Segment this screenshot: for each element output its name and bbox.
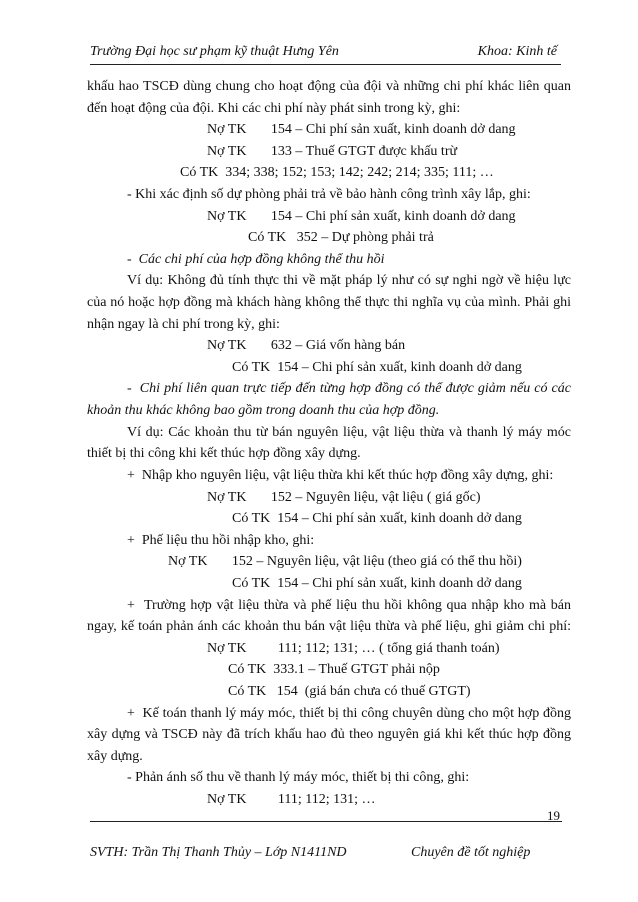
- page-header: [90, 42, 561, 65]
- text-line: thiết bị thi công khi kết thúc hợp đồng xây dựng.: [87, 446, 361, 462]
- journal-entry: Nợ TK 152 – Nguyên liệu, vật liệu ( giá gốc): [207, 489, 481, 505]
- journal-entry: Có TK 154 – Chi phí sản xuất, kinh doanh dở dang: [232, 511, 522, 527]
- text-line: đến hoạt động của đội. Khi các chi phí này phát sinh trong kỳ, ghi:: [87, 100, 461, 116]
- text-line: nhận ngay là chi phí trong kỳ, ghi:: [87, 316, 280, 332]
- journal-entry: Có TK 333.1 – Thuế GTGT phải nộp: [228, 662, 440, 678]
- text-line: Ví dụ: Không đủ tính thực thi về mặt pháp lý như có sự nghi ngờ về hiệu lực: [127, 273, 571, 289]
- header-faculty: Khoa: Kinh tế: [477, 44, 557, 59]
- text-line: khấu hao TSCĐ dùng chung cho hoạt động của đội và những chi phí khác liên quan: [87, 79, 571, 94]
- text-line: của nó hoặc hợp đồng mà khách hàng không thể thực thi nghĩa vụ của mình. Phải ghi: [87, 295, 571, 311]
- journal-entry: Nợ TK 154 – Chi phí sản xuất, kinh doanh dở dang: [207, 208, 516, 224]
- journal-entry: Nợ TK 111; 112; 131; …: [207, 792, 376, 807]
- text-line: - Phản ánh số thu về thanh lý máy móc, thiết bị thi công, ghi:: [127, 770, 470, 786]
- text-line: + Nhập kho nguyên liệu, vật liệu thừa khi kết thúc hợp đồng xây dựng, ghi:: [127, 467, 554, 483]
- journal-entry: Có TK 154 – Chi phí sản xuất, kinh doanh dở dang: [232, 575, 522, 591]
- text-line: - Khi xác định số dự phòng phải trả về bảo hành công trình xây lắp, ghi:: [127, 187, 531, 203]
- journal-entry: Nợ TK 111; 112; 131; … ( tổng giá thanh toán): [207, 640, 500, 656]
- section-heading: khoản thu khác không bao gồm trong doanh thu của hợp đồng.: [87, 403, 440, 419]
- footer-student: SVTH: Trần Thị Thanh Thủy – Lớp N1411ND: [90, 845, 347, 860]
- page-number: 19: [547, 808, 560, 823]
- text-line: + Kế toán thanh lý máy móc, thiết bị thi công chuyên dùng cho một hợp đồng: [127, 705, 571, 721]
- text-line: + Trường hợp vật liệu thừa và phế liệu thu hồi không qua nhập kho mà bán: [127, 597, 571, 613]
- header-school: Trường Đại học sư phạm kỹ thuật Hưng Yên: [90, 44, 339, 59]
- journal-entry: Nợ TK 133 – Thuế GTGT được khấu trừ: [207, 143, 458, 159]
- journal-entry: Có TK 334; 338; 152; 153; 142; 242; 214; 335; 111; …: [180, 165, 494, 181]
- text-line: + Phế liệu thu hồi nhập kho, ghi:: [127, 532, 315, 548]
- section-heading: - Chi phí liên quan trực tiếp đến từng hợp đồng có thể được giảm nếu có các: [127, 381, 571, 397]
- footer-title: Chuyên đề tốt nghiệp: [411, 845, 531, 860]
- text-line: Ví dụ: Các khoản thu từ bán nguyên liệu, vật liệu thừa và thanh lý máy móc: [127, 424, 571, 440]
- text-line: xây dựng và TSCĐ này đã trích khấu hao đủ theo nguyên giá khi kết thúc hợp đồng: [87, 727, 571, 743]
- journal-entry: Nợ TK 152 – Nguyên liệu, vật liệu (theo giá có thể thu hồi): [168, 554, 522, 570]
- journal-entry: Có TK 352 – Dự phòng phải trả: [248, 230, 434, 246]
- journal-entry: Có TK 154 – Chi phí sản xuất, kinh doanh dở dang: [232, 359, 522, 375]
- journal-entry: Có TK 154 (giá bán chưa có thuế GTGT): [228, 683, 471, 699]
- section-heading: - Các chi phí của hợp đồng không thể thu hồi: [127, 251, 385, 267]
- journal-entry: Nợ TK 154 – Chi phí sản xuất, kinh doanh dở dang: [207, 122, 516, 138]
- journal-entry: Nợ TK 632 – Giá vốn hàng bán: [207, 338, 406, 354]
- text-line: ngay, kế toán phản ánh các khoản thu bán vật liệu thừa và phế liệu, ghi giảm chi phí:: [87, 619, 571, 635]
- footer-divider: [90, 821, 562, 822]
- text-line: xây dựng.: [87, 748, 143, 764]
